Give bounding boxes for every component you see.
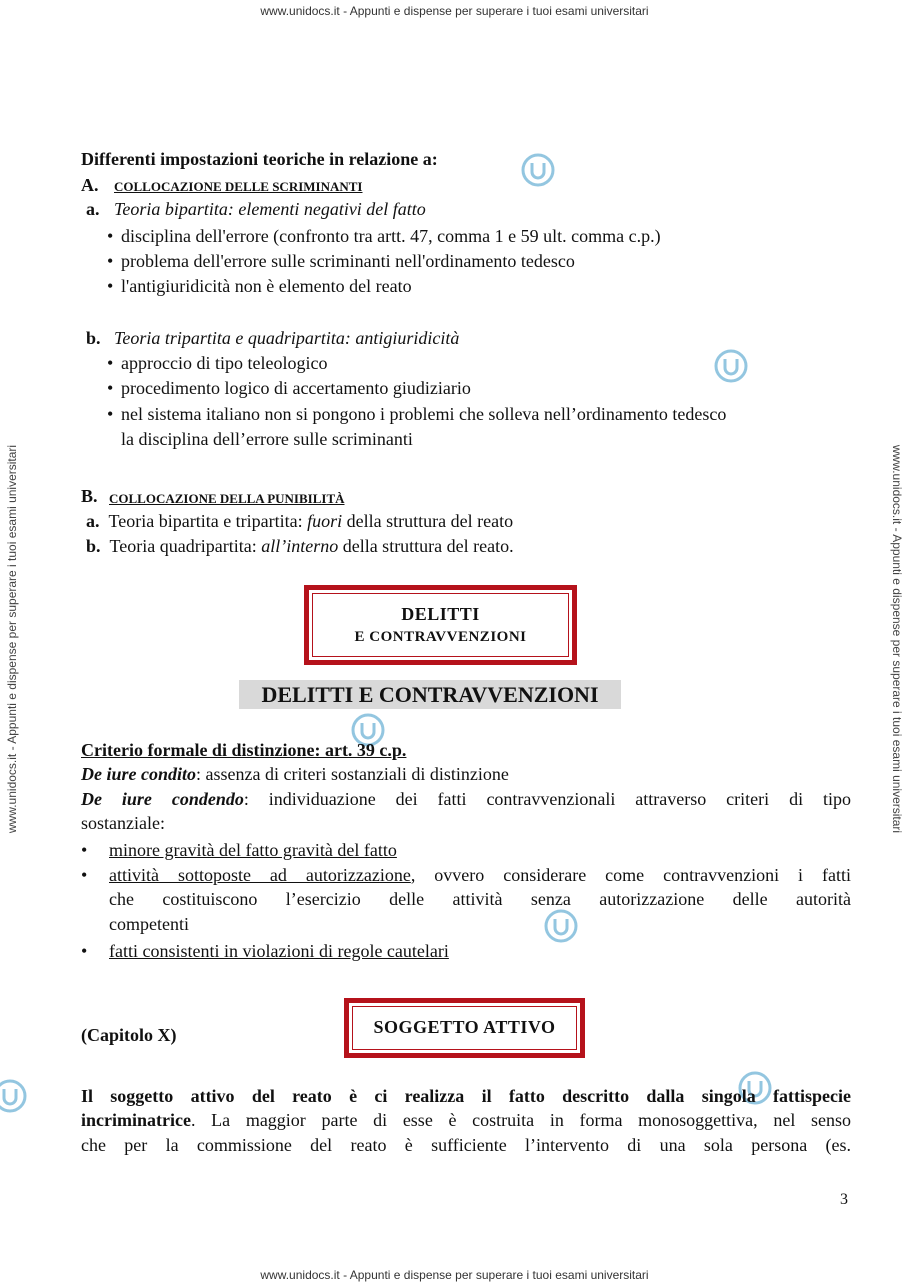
punibilita-b: b. Teoria quadripartita: all’interno della struttura del reato. (86, 536, 514, 556)
section-a-title: COLLOCAZIONE DELLE SCRIMINANTI (114, 179, 363, 194)
list-item-continuation: competenti (109, 914, 189, 934)
unidocs-logo-icon (543, 908, 579, 944)
box-title-line2: E CONTRAVVENZIONI (354, 629, 527, 645)
theory-a-letter: a. (86, 199, 100, 219)
watermark-right: www.unidocs.it - Appunti e dispense per superare i tuoi esami universitari (890, 444, 904, 834)
bullet-icon: • (107, 251, 114, 271)
watermark-top: www.unidocs.it - Appunti e dispense per superare i tuoi esami universitari (260, 4, 649, 18)
paragraph-line: Il soggetto attivo del reato è ci realizza il fatto descritto dalla singola fattispecie (81, 1086, 851, 1106)
watermark-left: www.unidocs.it - Appunti e dispense per superare i tuoi esami universitari (5, 444, 19, 834)
list-item: disciplina dell'errore (confronto tra artt. 47, comma 1 e 59 ult. comma c.p.) (121, 226, 661, 246)
unidocs-logo-icon (0, 1078, 28, 1114)
theory-b-title: Teoria tripartita e quadripartita: antigiuridicità (114, 328, 460, 348)
de-iure-condendo: De iure condendo: individuazione dei fatti contravvenzionali attraverso criteri di tipo (81, 789, 851, 809)
paragraph-line: che per la commissione del reato è sufficiente l’intervento di una sola persona (es. (81, 1135, 851, 1155)
section-title-box (304, 585, 577, 665)
punibilita-a: a. Teoria bipartita e tripartita: fuori della struttura del reato (86, 511, 514, 531)
theory-b-letter: b. (86, 328, 101, 348)
bullet-icon: • (107, 276, 114, 296)
list-item: attività sottoposte ad autorizzazione, ovvero considerare come contravvenzioni i fatti (109, 865, 851, 885)
de-iure-condendo-cont: sostanziale: (81, 813, 165, 833)
watermark-bottom: www.unidocs.it - Appunti e dispense per superare i tuoi esami universitari (260, 1268, 649, 1282)
list-item: procedimento logico di accertamento giudiziario (121, 378, 471, 398)
bullet-icon: • (81, 865, 88, 885)
chapter-banner: DELITTI E CONTRAVVENZIONI (239, 680, 621, 709)
list-item-continuation: la disciplina dell’errore sulle scriminanti (121, 429, 413, 449)
bullet-icon: • (81, 840, 88, 860)
page-number: 3 (840, 1191, 848, 1208)
list-item: nel sistema italiano non si pongono i problemi che solleva nell’ordinamento tedesco (121, 404, 727, 424)
bullet-icon: • (107, 378, 114, 398)
criterio-heading: Criterio formale di distinzione: art. 39 c.p. (81, 740, 407, 760)
list-item: fatti consistenti in violazioni di regole cautelari (109, 941, 449, 961)
list-item: l'antigiuridicità non è elemento del reato (121, 276, 412, 296)
unidocs-logo-icon (520, 152, 556, 188)
de-iure-condito: De iure condito: assenza di criteri sostanziali di distinzione (81, 764, 509, 784)
list-item-continuation: che costituiscono l’esercizio delle attività senza autorizzazione delle autorità (109, 889, 851, 909)
bullet-icon: • (107, 404, 114, 424)
section-heading: Differenti impostazioni teoriche in relazione a: (81, 149, 438, 169)
bullet-icon: • (107, 226, 114, 246)
list-item: problema dell'errore sulle scriminanti nell'ordinamento tedesco (121, 251, 575, 271)
list-item: minore gravità del fatto gravità del fatto (109, 840, 397, 860)
box-title-line1: DELITTI (401, 604, 480, 624)
section-b-letter: B. (81, 486, 98, 506)
list-item: approccio di tipo teleologico (121, 353, 328, 373)
paragraph-line: incriminatrice. La maggior parte di esse è costruita in forma monosoggettiva, nel senso (81, 1110, 851, 1130)
section-a-letter: A. (81, 175, 99, 195)
theory-a-title: Teoria bipartita: elementi negativi del fatto (114, 199, 426, 219)
bullet-icon: • (81, 941, 88, 961)
bullet-icon: • (107, 353, 114, 373)
unidocs-logo-icon (713, 348, 749, 384)
section-title-box (344, 998, 585, 1058)
chapter-label: (Capitolo X) (81, 1025, 177, 1045)
box-title-line1: SOGGETTO ATTIVO (373, 1017, 556, 1037)
section-b-title: COLLOCAZIONE DELLA PUNIBILITÀ (109, 491, 345, 506)
